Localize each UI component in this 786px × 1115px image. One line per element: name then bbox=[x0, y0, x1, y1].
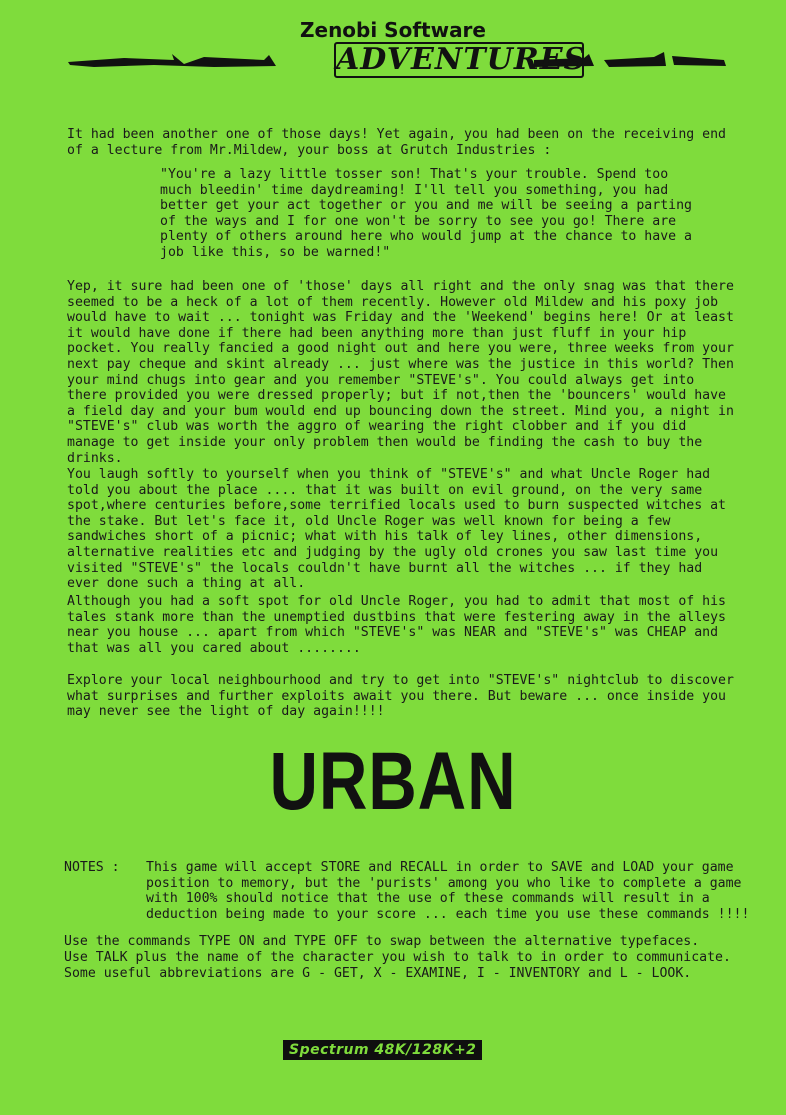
story-paragraph-1: It had been another one of those days! Yet again, you had been on the receiving end of a lecture from Mr.Mildew, your boss at Grutch Industries : bbox=[67, 127, 726, 158]
game-title: URBAN bbox=[269, 736, 517, 827]
story-paragraph-2: Yep, it sure had been one of 'those' days all right and the only snag was that there seemed to be a heck of a lot of them recently. However old Mildew and his poxy job would have to wait ... tonight was Friday and the 'Weekend' begins here! Or at least it would have done if there had been anything more than just fluff in your hip pocket. You really fancied a good night out and here you were, three weeks from your next pay cheque and skint already ... just where was the justice in this world? Then your mind chugs into gear and you remember "STEVE's". You could always get into there provided you were dressed properly; but if not,then the 'bouncers' would have a field day and your bum would end up bouncing down the street. Mind you, a night in "STEVE's" club was worth the aggro of wearing the right clobber and if you did manage to get inside your only problem then would be finding the cash to buy the drinks. bbox=[67, 279, 734, 466]
story-paragraph-4: Although you had a soft spot for old Uncle Roger, you had to admit that most of his tales stank more than the unemptied dustbins that were festering away in the alleys near you house ... apart from which "STEVE's" was NEAR and "STEVE's" was CHEAP and that was all you cared about ........ bbox=[67, 594, 726, 656]
notes-text: This game will accept STORE and RECALL in order to SAVE and LOAD your game position to memory, but the 'purists' among you who like to complete a game with 100% should notice that the use of these commands will result in a deduction being made to your score ... each time you use these commands !!!! bbox=[146, 860, 750, 922]
story-paragraph-5: Explore your local neighbourhood and try to get into "STEVE's" nightclub to discover what surprises and further exploits await you there. But beware ... once inside you may never see the light of day again!!!! bbox=[67, 673, 734, 720]
instruction-line: Some useful abbreviations are G - GET, X - EXAMINE, I - INVENTORY and L - LOOK. bbox=[64, 966, 692, 981]
instruction-line: Use the commands TYPE ON and TYPE OFF to swap between the alternative typefaces. bbox=[64, 934, 700, 949]
adventures-banner bbox=[64, 40, 728, 84]
boss-quote: "You're a lazy little tosser son! That's your trouble. Spend too much bleedin' time daydreaming! I'll tell you something, you had better get your act together or you and me will be seeing a parting of the ways and I for one won't be sorry to see you go! There are plenty of others around here who would jump at the chance to have a job like this, so be warned!" bbox=[160, 167, 692, 260]
story-paragraph-3: You laugh softly to yourself when you think of "STEVE's" and what Uncle Roger had told you about the place .... that it was built on evil ground, on the very same spot,where centuries before,some terrified locals used to burn suspected witches at the stake. But let's face it, old Uncle Roger was well known for being a few sandwiches short of a picnic; what with his talk of ley lines, other dimensions, alternative realities etc and judging by the ugly old crones you saw last time you visited "STEVE's" the locals couldn't have burnt all the witches ... if they had ever done such a thing at all. bbox=[67, 467, 726, 592]
instruction-line: Use TALK plus the name of the character you wish to talk to in order to communicate. bbox=[64, 950, 731, 965]
platform-badge: Spectrum 48K/128K+2 bbox=[283, 1040, 482, 1060]
publisher-name: Zenobi Software bbox=[300, 18, 486, 42]
notes-label: NOTES : bbox=[64, 860, 120, 875]
adventures-logo: ADVENTURES bbox=[336, 42, 587, 77]
